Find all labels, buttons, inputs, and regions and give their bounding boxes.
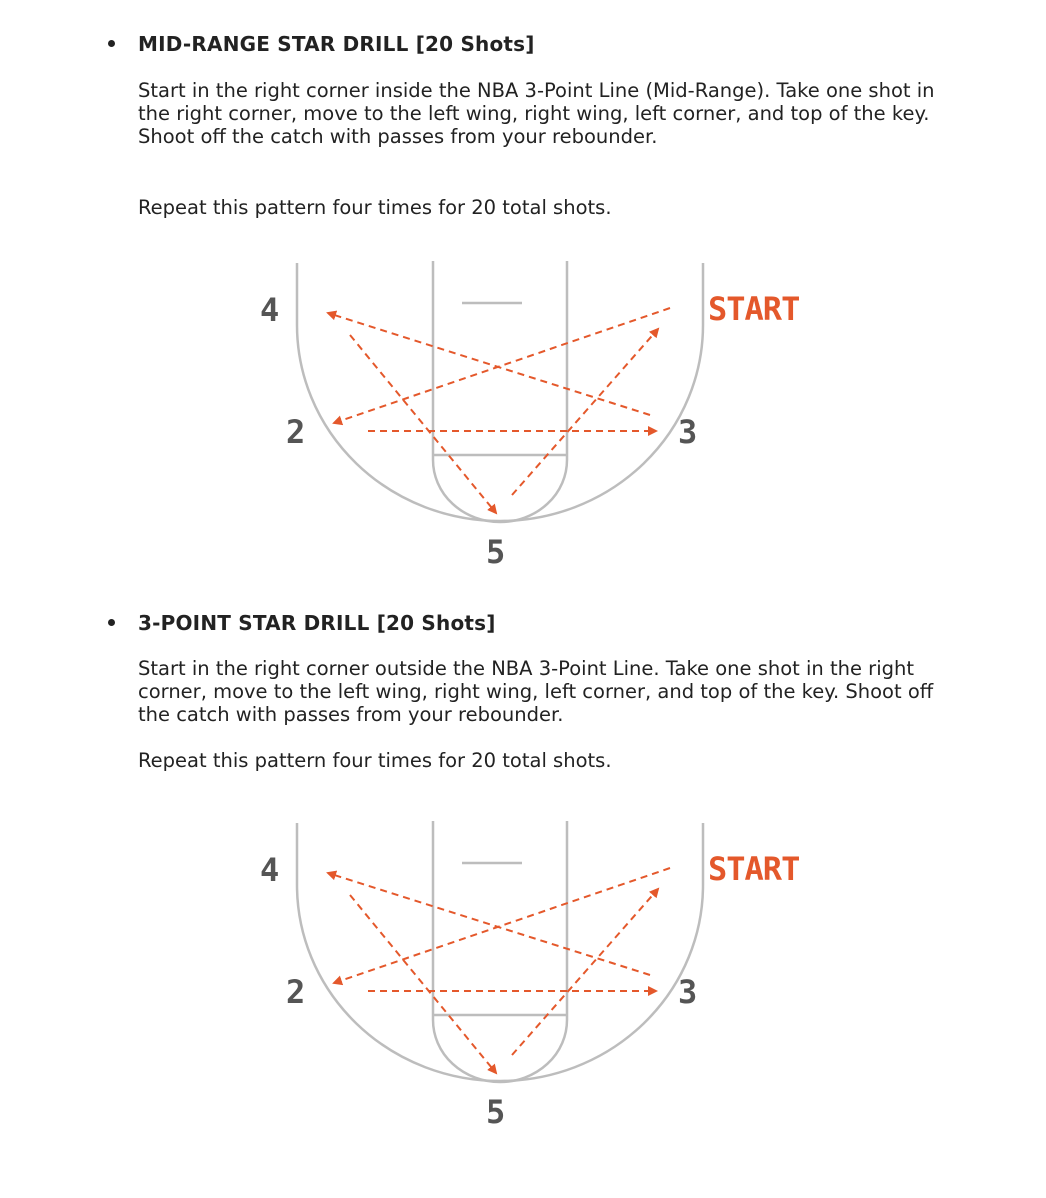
spot-label-2: 2 (286, 973, 306, 1011)
spot-label-3: 3 (678, 973, 698, 1011)
path-start-to-left-wing (334, 308, 670, 423)
bullet-point (108, 40, 115, 47)
drill-description: Start in the right corner outside the NBA 3-Point Line. Take one shot in the right corner, move to the left wing, right wing, left corner, and top of the key. Shoot off the catch with passes from your rebounder. (138, 657, 934, 726)
paint-lane (433, 261, 567, 522)
bullet-point (108, 619, 115, 626)
drill-description: Start in the right corner inside the NBA 3-Point Line (Mid-Range). Take one shot in the right corner, move to the left wing, right wing, left corner, and top of the key. Shoot off the catch with passes from your rebounder. (138, 79, 935, 148)
path-left-corner-to-top-of-key (350, 335, 496, 513)
drill-repeat-instruction: Repeat this pattern four times for 20 total shots. (138, 196, 612, 219)
three-point-arc (297, 823, 703, 1081)
start-label: START (708, 290, 800, 328)
court-diagram (250, 815, 810, 1135)
court-diagram (250, 255, 810, 575)
path-start-to-left-wing (334, 868, 670, 983)
drill-repeat-instruction: Repeat this pattern four times for 20 total shots. (138, 749, 612, 772)
spot-label-4: 4 (260, 851, 280, 889)
spot-label-3: 3 (678, 413, 698, 451)
spot-label-4: 4 (260, 291, 280, 329)
drill-title: 3-POINT STAR DRILL [20 Shots] (138, 611, 496, 635)
start-label: START (708, 850, 800, 888)
path-right-wing-to-left-corner (328, 873, 650, 975)
spot-label-5: 5 (486, 1093, 506, 1131)
path-left-corner-to-top-of-key (350, 895, 496, 1073)
spot-label-2: 2 (286, 413, 306, 451)
paint-lane (433, 821, 567, 1082)
spot-label-5: 5 (486, 533, 506, 571)
path-right-wing-to-left-corner (328, 313, 650, 415)
drill-title: MID-RANGE STAR DRILL [20 Shots] (138, 32, 535, 56)
three-point-arc (297, 263, 703, 521)
